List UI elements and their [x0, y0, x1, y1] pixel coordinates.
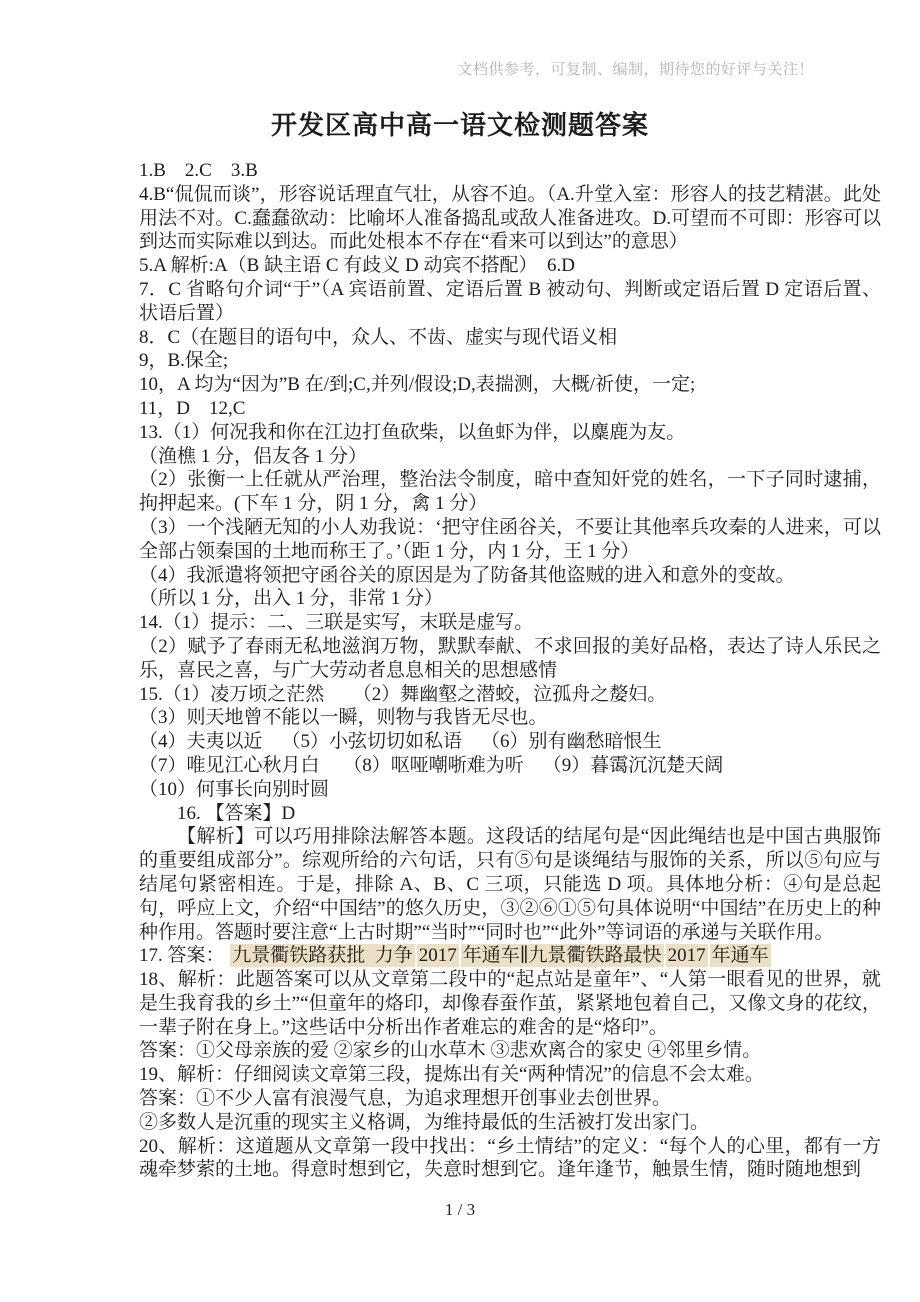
page-title: 开发区高中高一语文检测题答案 [270, 111, 649, 140]
answer-paragraph: 20、解析：这道题从文章第一段中找出：“乡土情结”的定义：“每个人的心里，都有一方魂牵梦萦的土地。得意时想到它，失意时想到它。逢年逢节，触景生情，随时随地想到 [139, 1135, 881, 1181]
answer-paragraph: （渔樵 1 分，侣友各 1 分） [139, 445, 368, 467]
answer-paragraph: （3）一个浅陋无知的小人劝我说：‘把守住函谷关，不要让其他率兵攻秦的人进来，可以全部占领秦国的土地而称王了。’（距 1 分，内 1 分，王 1 分） [139, 516, 881, 562]
watermark-note: 文档供参考，可复制、编制，期待您的好评与关注！ [457, 62, 814, 78]
answer-paragraph: （4）我派遣将领把守函谷关的原因是为了防备其他盗贼的进入和意外的变故。 [139, 564, 795, 586]
answer-paragraph: 答案：①不少人富有浪漫气息，为追求理想开创事业去创世界。 [139, 1088, 672, 1110]
answers-body [139, 159, 881, 1182]
answer-paragraph: 14.（1）提示：二、三联是实写，末联是虚写。 [139, 612, 534, 634]
answer-paragraph: （3）则天地曾不能以一瞬，则物与我皆无尽也。 [139, 707, 548, 729]
answer-paragraph: 10，A 均为“因为”B 在/到;C,并列/假设;D,表揣测，大概/祈使，一定; [139, 374, 696, 396]
page-number: 1 / 3 [444, 1200, 476, 1219]
answer-paragraph: ②多数人是沉重的现实主义格调，为维持最低的生活被打发出家门。 [139, 1111, 710, 1133]
answer-paragraph: 15.（1）凌万顷之茫然 （2）舞幽壑之潜蛟，泣孤舟之嫠妇。 [139, 683, 667, 705]
answer-paragraph: （2）张衡一上任就从严治理，整治法令制度，暗中查知奸党的姓名，一下子同时逮捕，拘押起来。(下车 1 分，阴 1 分，禽 1 分） [139, 469, 881, 515]
answer-paragraph: 1.B 2.C 3.B [139, 160, 258, 181]
answer-paragraph: 13.（1）何况我和你在江边打鱼砍柴，以鱼虾为伴，以麋鹿为友。 [139, 421, 686, 443]
answer-paragraph: 答案：①父母亲族的爱 ②家乡的山水草木 ③悲欢离合的家史 ④邻里乡情。 [139, 1040, 762, 1062]
answer-paragraph: （7）唯见江心秋月白 （8）呕哑嘲哳难为听 （9）暮霭沉沉楚天阔 [139, 754, 724, 776]
answer-paragraph: 16. 【答案】D [177, 802, 296, 824]
answer-paragraph: 18、解析：此题答案可以从文章第二段中的“起点站是童年”、“人第一眼看见的世界，就是生我育我的乡土”“但童年的烙印，却像春蚕作茧，紧紧地包着自己，又像文身的花纹，一辈子附在身上。”这些话中分析出作者难忘的难舍的是“烙印”。 [139, 969, 881, 1038]
answer-paragraph [139, 944, 881, 968]
answer-paragraph: 7．C 省略句介词“于”（A 宾语前置、定语后置 B 被动句、判断或定语后置 D 定语后置、状语后置） [139, 278, 881, 324]
highlight-run: 年通车∥九景衢铁路最快 [462, 945, 662, 967]
answer-paragraph: 8．C（在题目的语句中，众人、不齿、虚实与现代语义相 [139, 326, 618, 348]
highlight-run: 2017 [418, 945, 457, 967]
text-run: 17. 答案： [139, 945, 230, 967]
answer-paragraph: 11，D 12,C [139, 397, 246, 419]
highlight-run: 九景衢铁路获批 力争 [232, 945, 413, 967]
answer-paragraph: 【解析】可以巧用排除法解答本题。这段话的结尾句是“因此绳结也是中国古典服饰的重要组成部分”。综观所给的六句话，只有⑤句是谈绳结与服饰的关系，所以⑤句应与结尾句紧密相连。于是，排除 A、B、C 三项，只能选 D 项。具体地分析：④句是总起句，呼应上文，介绍“中国结”的悠久历史，③②⑥①⑤句具体说明“中国结”在历史上的种种作用。答题时要注意“上古时期”“当时”“同时也”“此外”等词语的承递与关联作用。 [139, 826, 881, 943]
answer-paragraph: （10）何事长向别时圆 [139, 778, 330, 800]
answer-paragraph: 19、解析：仔细阅读文章第三段，提炼出有关“两种情况”的信息不会太难。 [139, 1064, 764, 1086]
answer-paragraph: （2）赋予了春雨无私地滋润万物，默默奉献、不求回报的美好品格，表达了诗人乐民之乐，喜民之喜，与广大劳动者息息相关的思想感情 [139, 635, 881, 681]
answer-paragraph: 4.B“侃侃而谈”，形容说话理直气壮，从容不迫。（A.升堂入室：形容人的技艺精湛。此处用法不对。C.蠢蠢欲动：比喻坏人准备捣乱或敌人准备进攻。D.可望而不可即：形容可以到达而实际难以到达。而此处根本不存在“看来可以到达”的意思） [139, 183, 881, 253]
answer-paragraph: （所以 1 分，出入 1 分，非常 1 分） [139, 588, 444, 610]
answer-paragraph: 9，B.保全; [139, 350, 229, 372]
highlight-run: 年通车 [711, 945, 769, 967]
highlight-run: 2017 [667, 945, 706, 967]
answer-paragraph: 5.A 解析:A（B 缺主语 C 有歧义 D 动宾不搭配） 6.D [139, 255, 575, 277]
answer-paragraph: （4）夫夷以近 （5）小弦切切如私语 （6）别有幽愁暗恨生 [139, 731, 662, 753]
